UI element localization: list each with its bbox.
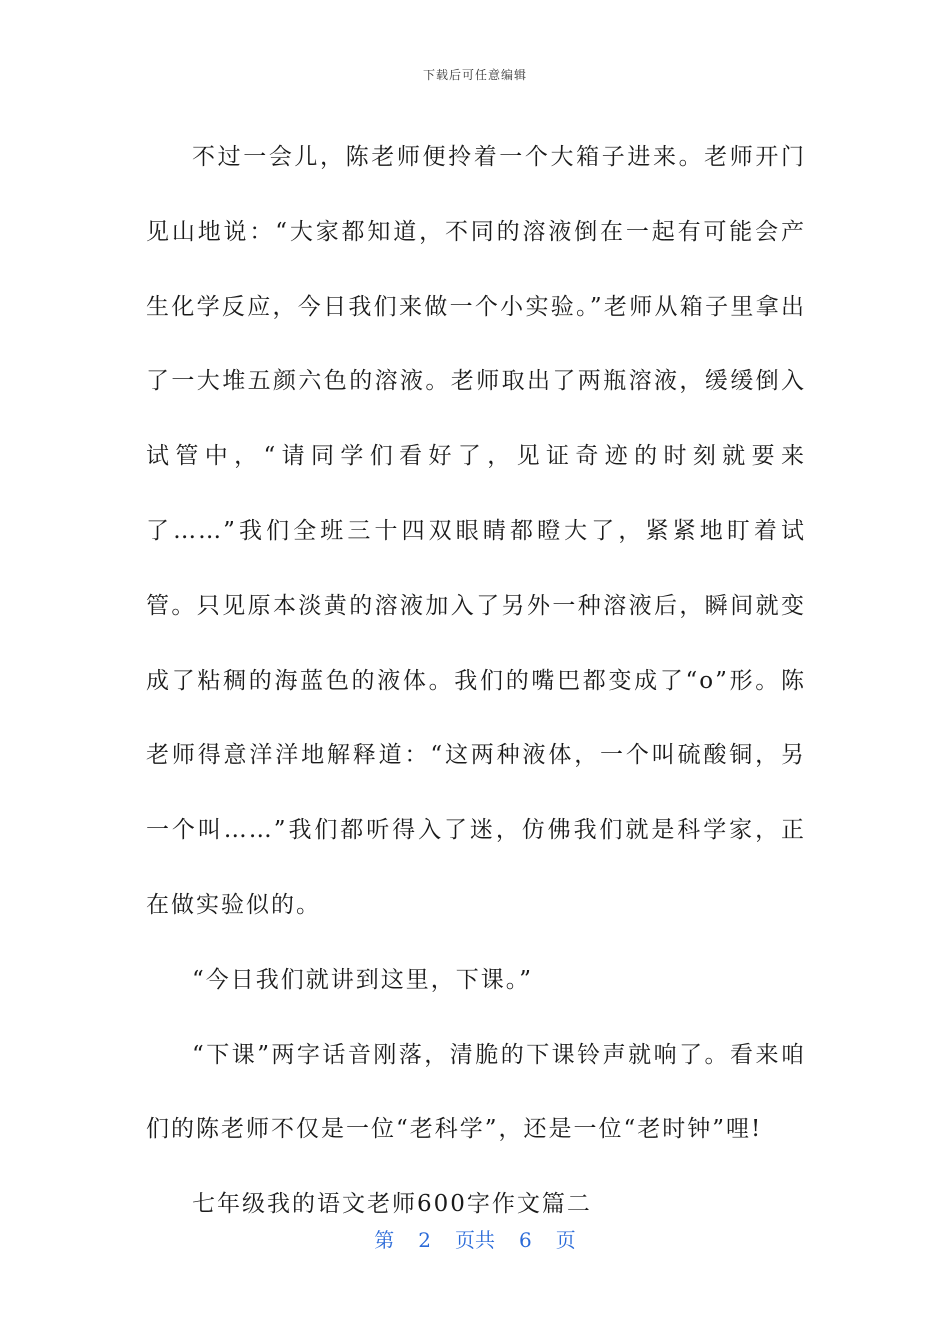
page-header: 下载后可任意编辑 [422,68,527,82]
footer-middle: 页共 [455,1228,495,1252]
footer-prefix: 第 [374,1228,395,1252]
page-number-footer [0,1224,950,1253]
current-page-number: 2 [418,1228,431,1252]
document-body [146,120,806,1242]
total-pages: 6 [519,1228,532,1252]
footer-suffix: 页 [555,1228,576,1252]
paragraph: “下课”两字话音刚落，清脆的下课铃声就响了。看来咱们的陈老师不仅是一位“老科学”，还是一位“老时钟”哩! [146,1041,806,1143]
paragraph: 不过一会儿，陈老师便拎着一个大箱子进来。老师开门见山地说：“大家都知道，不同的溶液倒在一起有可能会产生化学反应，今日我们来做一个小实验。”老师从箱子里拿出了一大堆五颜六色的溶液。老师取出了两瓶溶液，缓缓倒入试管中，“请同学们看好了，见证奇迹的时刻就要来了……”我们全班三十四双眼睛都瞪大了，紧紧地盯着试管。只见原本淡黄的溶液加入了另外一种溶液后，瞬间就变成了粘稠的海蓝色的液体。我们的嘴巴都变成了“o”形。陈老师得意洋洋地解释道：“这两种液体，一个叫硫酸铜，另一个叫……”我们都听得入了迷，仿佛我们就是科学家，正在做实验似的。 [146,144,806,918]
paragraph: “今日我们就讲到这里，下课。” [192,966,534,993]
section-heading: 七年级我的语文老师600字作文篇二 [192,1191,592,1218]
